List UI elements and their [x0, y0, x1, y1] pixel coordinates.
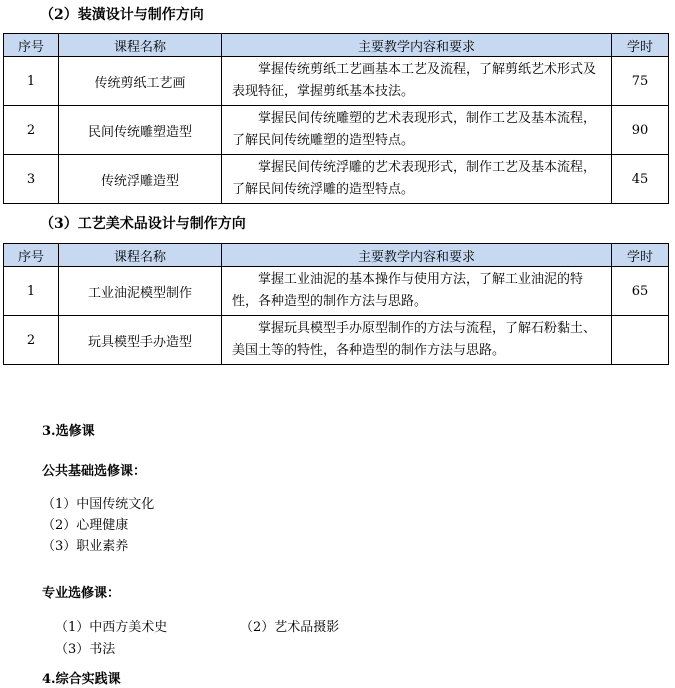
- row-hours: 75: [612, 57, 669, 106]
- decoration-course-table: [3, 33, 669, 204]
- practice-title: 4.综合实践课: [42, 672, 121, 687]
- craft-course-table: [3, 243, 669, 365]
- row-no: 2: [4, 106, 59, 155]
- public-elective-title: 公共基础选修课：: [42, 464, 147, 479]
- row-description: 掌握玩具模型手办原型制作的方法与流程，了解石粉黏土、美国土等的特性，各种造型的制作方法与思路。: [222, 316, 612, 365]
- row-course-name: 民间传统雕塑造型: [59, 106, 222, 155]
- row-no: 1: [4, 267, 59, 316]
- row-hours: [612, 316, 669, 365]
- row-no: 2: [4, 316, 59, 365]
- table-header-row: [4, 244, 669, 267]
- table-header-row: [4, 34, 669, 57]
- table-row: [4, 57, 669, 106]
- section3-heading: （3）工艺美术品设计与制作方向: [40, 216, 246, 232]
- table-row: [4, 106, 669, 155]
- col-header-no: 序号: [4, 244, 59, 267]
- row-course-name: 玩具模型手办造型: [59, 316, 222, 365]
- col-header-no: 序号: [4, 34, 59, 57]
- row-description: 掌握工业油泥的基本操作与使用方法，了解工业油泥的特性，各种造型的制作方法与思路。: [222, 267, 612, 316]
- public-elective-item: （2）心理健康: [42, 518, 129, 533]
- col-header-content: 主要教学内容和要求: [222, 34, 612, 57]
- row-course-name: 工业油泥模型制作: [59, 267, 222, 316]
- row-course-name: 传统剪纸工艺画: [59, 57, 222, 106]
- major-elective-item: （3）书法: [55, 642, 116, 657]
- row-no: 1: [4, 57, 59, 106]
- col-header-hours: 学时: [612, 244, 669, 267]
- elective-title: 3.选修课: [42, 424, 95, 439]
- col-header-name: 课程名称: [59, 244, 222, 267]
- row-hours: 45: [612, 155, 669, 204]
- col-header-name: 课程名称: [59, 34, 222, 57]
- row-description: 掌握民间传统雕塑的艺术表现形式，制作工艺及基本流程，了解民间传统雕塑的造型特点。: [222, 106, 612, 155]
- table-row: [4, 267, 669, 316]
- row-no: 3: [4, 155, 59, 204]
- col-header-content: 主要教学内容和要求: [222, 244, 612, 267]
- major-elective-title: 专业选修课：: [42, 586, 121, 601]
- public-elective-item: （3）职业素养: [42, 539, 129, 554]
- section2-heading: （2）装潢设计与制作方向: [40, 7, 204, 23]
- col-header-hours: 学时: [612, 34, 669, 57]
- major-elective-item: （2）艺术品摄影: [240, 620, 340, 635]
- row-hours: 65: [612, 267, 669, 316]
- row-description: 掌握民间传统浮雕的艺术表现形式，制作工艺及基本流程，了解民间传统浮雕的造型特点。: [222, 155, 612, 204]
- table-row: [4, 316, 669, 365]
- major-elective-item: （1）中西方美术史: [55, 620, 168, 635]
- row-description: 掌握传统剪纸工艺画基本工艺及流程，了解剪纸艺术形式及表现特征，掌握剪纸基本技法。: [222, 57, 612, 106]
- row-course-name: 传统浮雕造型: [59, 155, 222, 204]
- table-row: [4, 155, 669, 204]
- public-elective-item: （1）中国传统文化: [42, 497, 155, 512]
- row-hours: 90: [612, 106, 669, 155]
